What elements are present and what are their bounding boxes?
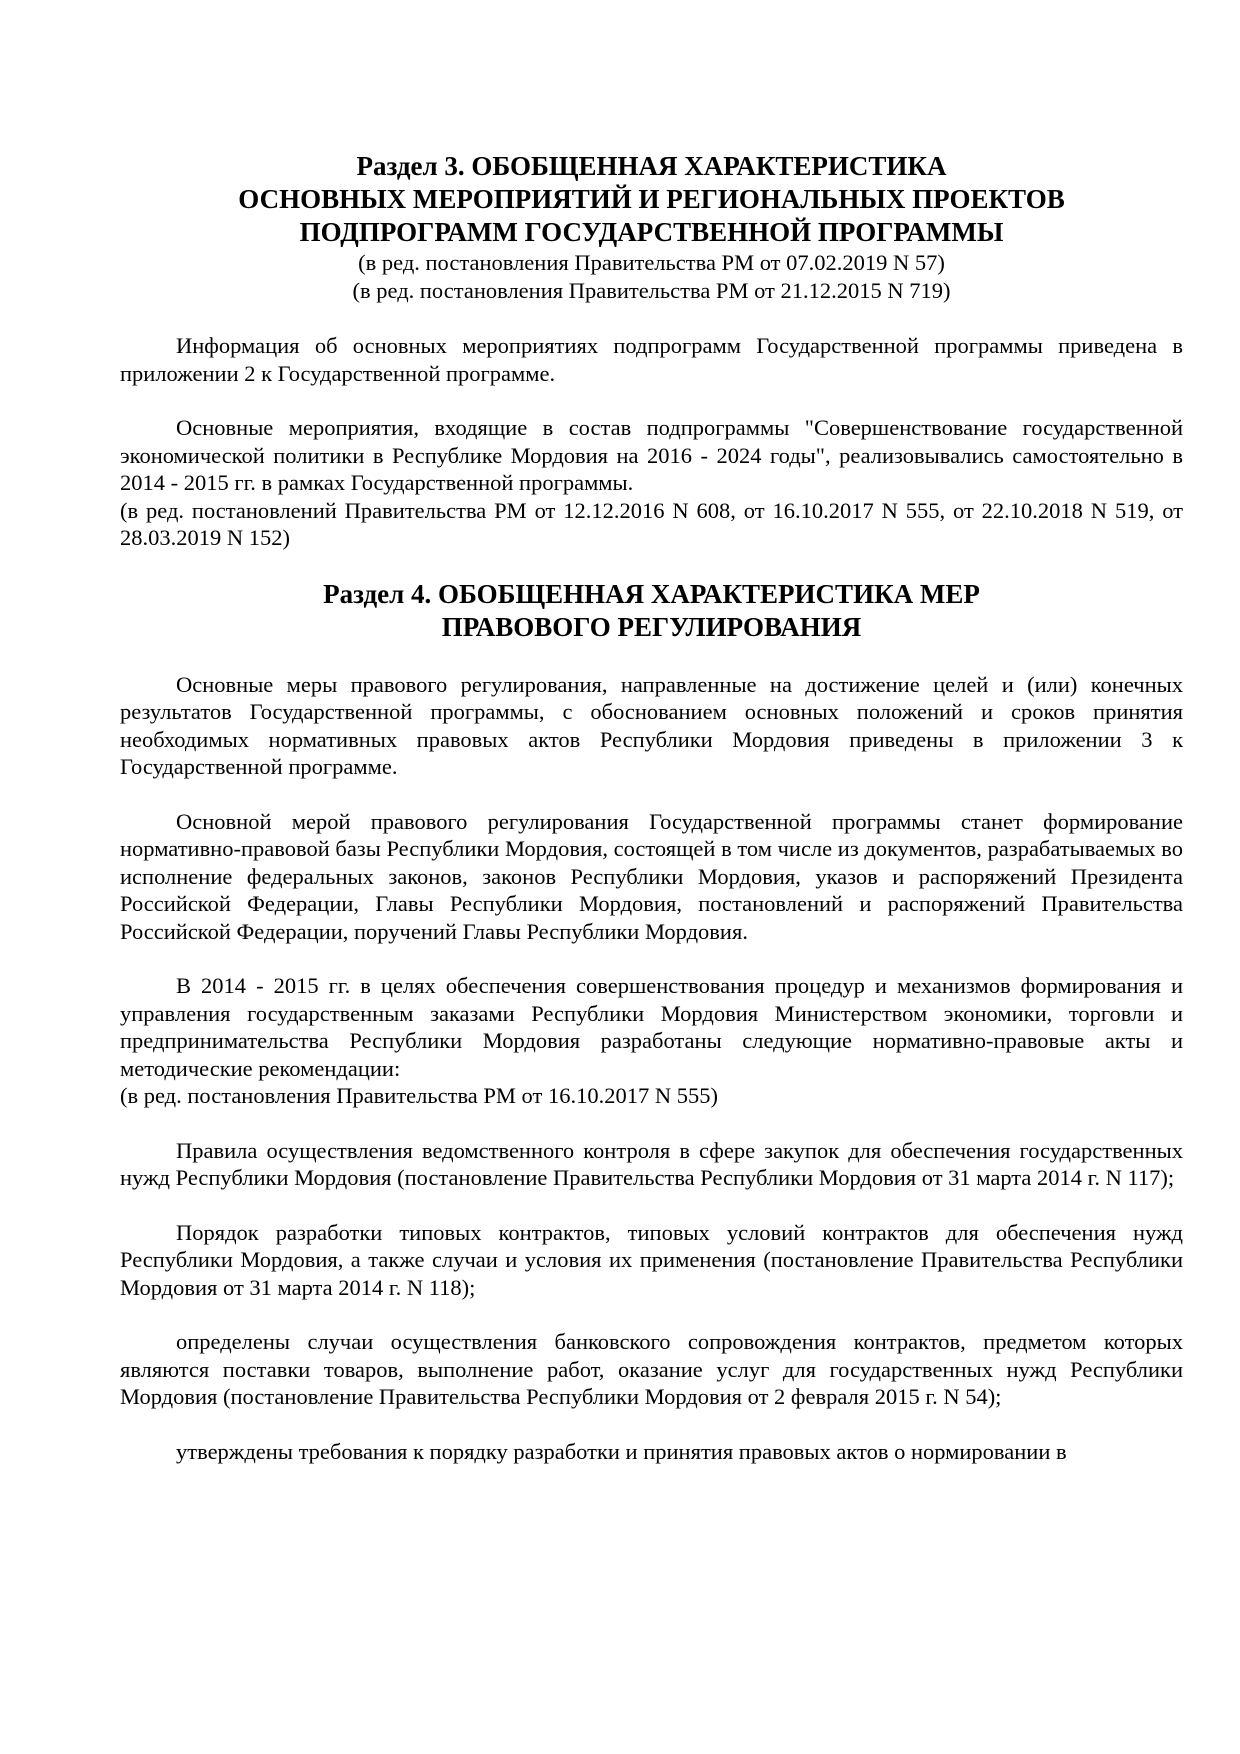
amendment-note: (в ред. постановления Правительства РМ от 07.02.2019 N 57) (358, 250, 945, 275)
section-3-heading-line: ПОДПРОГРАММ ГОСУДАРСТВЕННОЙ ПРОГРАММЫ (299, 217, 1004, 247)
page-content (120, 150, 1183, 1465)
paragraph: В 2014 - 2015 гг. в целях обеспечения совершенствования процедур и механизмов формирования и управления государственным заказами Республики Мордовия Министерством экономики, торговли и предпринимательства Республики Мордовия разработаны следующие нормативно-правовые акты и методические рекомендации: (120, 973, 1183, 1081)
list-item: утверждены требования к порядку разработки и принятия правовых актов о нормировании в (176, 1438, 1067, 1464)
paragraph: Информация об основных мероприятиях подпрограмм Государственной программы приведена в приложении 2 к Государственной программе. (120, 333, 1183, 386)
section-3-heading-line: ОСНОВНЫХ МЕРОПРИЯТИЙ И РЕГИОНАЛЬНЫХ ПРОЕКТОВ (238, 184, 1065, 214)
section-4-heading (120, 578, 1183, 644)
amendment-note: (в ред. постановления Правительства РМ от 16.10.2017 N 555) (120, 1083, 718, 1108)
amendment-note: (в ред. постановления Правительства РМ от 21.12.2015 N 719) (352, 278, 951, 303)
paragraph: Основной мерой правового регулирования Государственной программы станет формирование нормативно-правовой базы Республики Мордовия, состоящей в том числе из документов, разрабатываемых во исполнение федеральных законов, законов Республики Мордовия, указов и распоряжений Президента Российской Федерации, Главы Республики Мордовия, постановлений и распоряжений Правительства Российской Федерации, поручений Главы Республики Мордовия. (120, 808, 1183, 944)
section-4-heading-line: ПРАВОВОГО РЕГУЛИРОВАНИЯ (441, 611, 862, 642)
section-4-heading-line: Раздел 4. ОБОБЩЕННАЯ ХАРАКТЕРИСТИКА МЕР (323, 578, 980, 609)
section-3-amendments (120, 249, 1183, 305)
list-item: Порядок разработки типовых контрактов, типовых условий контрактов для обеспечения нужд Республики Мордовия, а также случаи и условия их применения (постановление Правительства Республики Мордовия от 31 марта 2014 г. N 118); (120, 1219, 1183, 1300)
list-item: определены случаи осуществления банковского сопровождения контрактов, предметом которых являются поставки товаров, выполнение работ, оказание услуг для государственных нужд Республики Мордовия (постановление Правительства Республики Мордовия от 2 февраля 2015 г. N 54); (120, 1329, 1183, 1409)
section-3-heading (120, 150, 1183, 249)
paragraph: Основные мероприятия, входящие в состав подпрограммы "Совершенствование государственной экономической политики в Республике Мордовия на 2016 - 2024 годы", реализовывались самостоятельно в 2014 - 2015 гг. в рамках Государственной программы. (120, 415, 1183, 495)
paragraph: Основные меры правового регулирования, направленные на достижение целей и (или) конечных результатов Государственной программы, с обоснованием основных положений и сроков принятия необходимых нормативных правовых актов Республики Мордовия приведены в приложении 3 к Государственной программе. (120, 671, 1183, 779)
section-3-heading-line: Раздел 3. ОБОБЩЕННАЯ ХАРАКТЕРИСТИКА (356, 151, 947, 181)
amendment-note: (в ред. постановлений Правительства РМ от 12.12.2016 N 608, от 16.10.2017 N 555, от 22.10.2018 N 519, от 28.03.2019 N 152) (120, 497, 1183, 550)
list-item: Правила осуществления ведомственного контроля в сфере закупок для обеспечения государственных нужд Республики Мордовия (постановление Правительства Республики Мордовия от 31 марта 2014 г. N 117); (120, 1137, 1183, 1190)
